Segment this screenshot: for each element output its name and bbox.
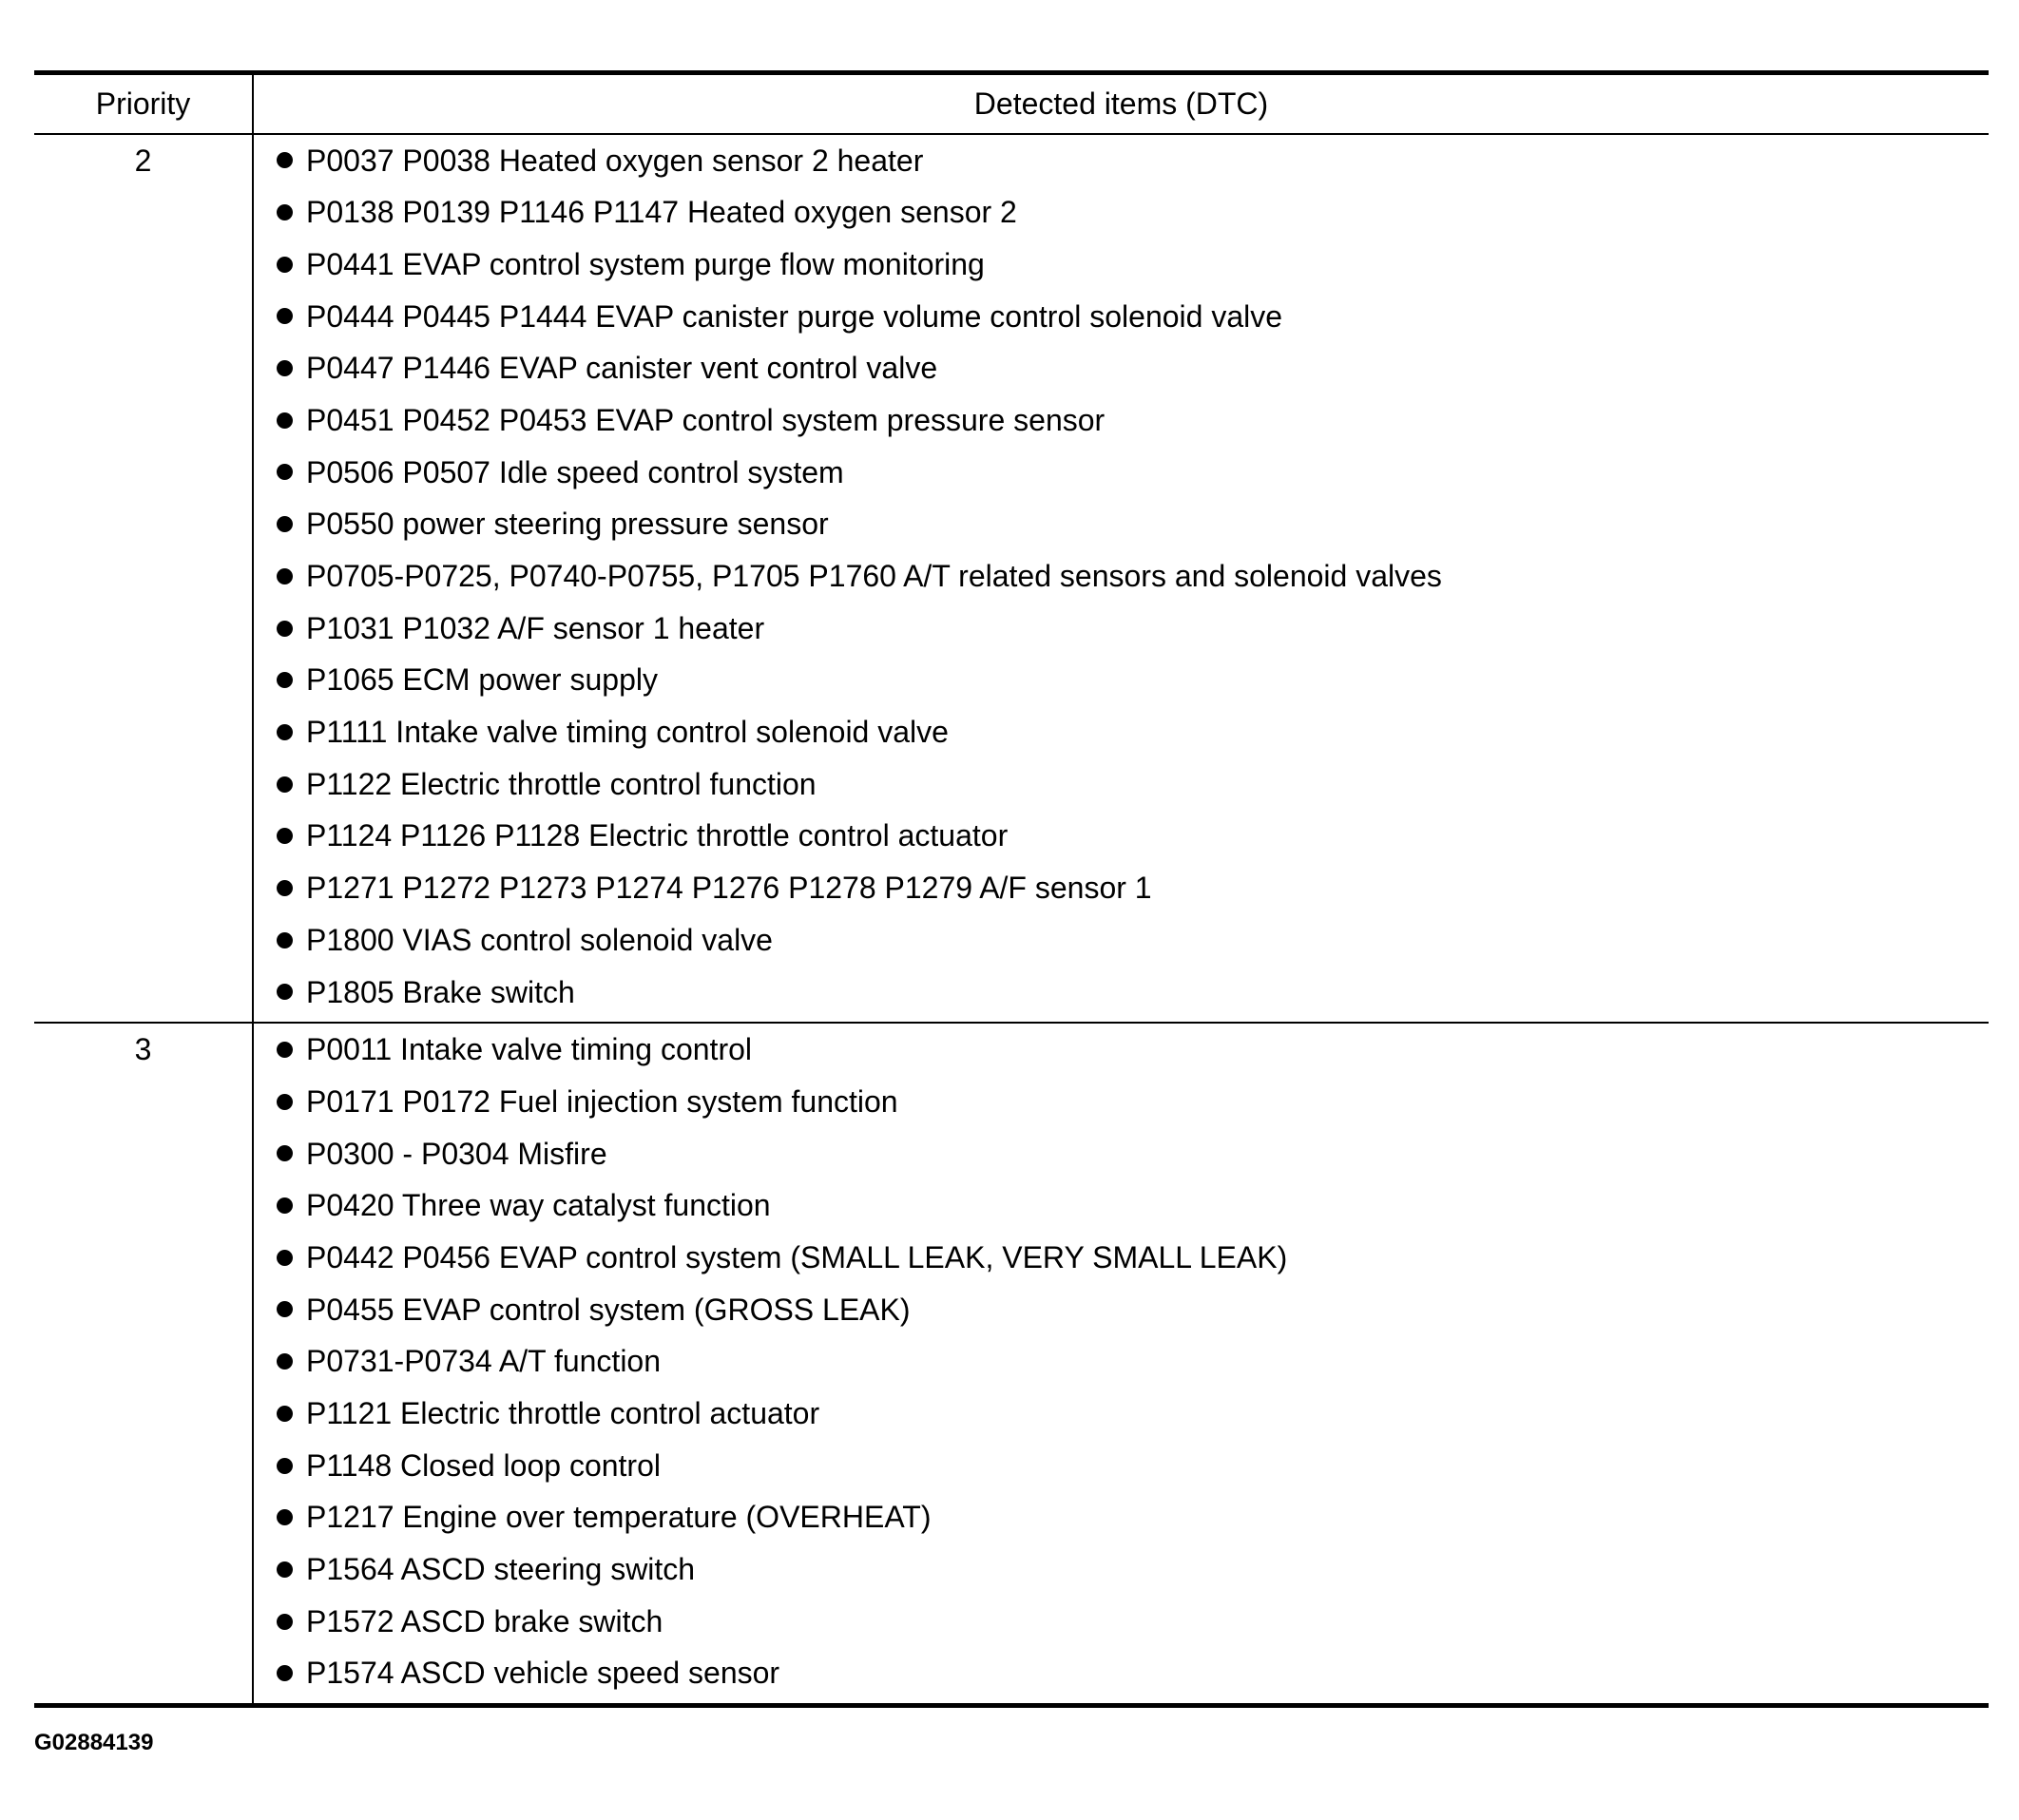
- list-item: [254, 394, 1989, 447]
- list-item: [254, 758, 1989, 811]
- detected-items-cell: [253, 1023, 1989, 1705]
- dtc-item-text: P1031 P1032 A/F sensor 1 heater: [306, 610, 765, 645]
- bullet-icon: [277, 204, 293, 220]
- dtc-item-text: P1121 Electric throttle control actuator: [306, 1396, 820, 1430]
- list-item: [254, 1596, 1989, 1648]
- list-item: [254, 862, 1989, 914]
- dtc-item-text: P1800 VIAS control solenoid valve: [306, 922, 773, 957]
- dtc-item-text: P1148 Closed loop control: [306, 1447, 661, 1483]
- figure-id: G02884139: [34, 1730, 154, 1755]
- bullet-icon: [277, 412, 293, 429]
- dtc-item-text: P0447 P1446 EVAP canister vent control valve: [306, 351, 938, 386]
- dtc-item-text: P0300 - P0304 Misfire: [306, 1136, 607, 1171]
- list-item: [254, 498, 1989, 550]
- dtc-item-text: P0171 P0172 Fuel injection system function: [306, 1083, 898, 1119]
- dtc-item-text: P1122 Electric throttle control function: [306, 766, 817, 801]
- dtc-item-text: P0011 Intake valve timing control: [306, 1032, 752, 1067]
- priority-value: 2: [34, 134, 253, 1024]
- bullet-icon: [277, 257, 293, 273]
- bullet-icon: [277, 464, 293, 480]
- priority-group-row: [34, 134, 1989, 1024]
- list-item: [254, 1491, 1989, 1543]
- dtc-item-text: P0444 P0445 P1444 EVAP canister purge volume control solenoid valve: [306, 298, 1283, 334]
- dtc-list: [254, 135, 1989, 1023]
- dtc-item-text: P0451 P0452 P0453 EVAP control system pressure sensor: [306, 402, 1106, 437]
- bullet-icon: [277, 828, 293, 844]
- dtc-item-text: P0731-P0734 A/T function: [306, 1344, 662, 1379]
- table-body: [34, 134, 1989, 1706]
- dtc-item-text: P0506 P0507 Idle speed control system: [306, 454, 844, 489]
- table-header-row: [34, 73, 1989, 134]
- dtc-item-text: P1124 P1126 P1128 Electric throttle control actuator: [306, 818, 1009, 853]
- bullet-icon: [277, 1353, 293, 1370]
- list-item: [254, 706, 1989, 758]
- dtc-item-text: P0420 Three way catalyst function: [306, 1188, 771, 1223]
- bullet-icon: [277, 1250, 293, 1266]
- bullet-icon: [277, 1561, 293, 1578]
- list-item: [254, 1128, 1989, 1180]
- bullet-icon: [277, 1458, 293, 1474]
- bullet-icon: [277, 776, 293, 793]
- bullet-icon: [277, 516, 293, 532]
- dtc-item-text: P0705-P0725, P0740-P0755, P1705 P1760 A/T related sensors and solenoid valves: [306, 559, 1442, 593]
- list-item: [254, 914, 1989, 967]
- priority-group-row: [34, 1023, 1989, 1705]
- list-item: [254, 1232, 1989, 1284]
- priority-column-header: Priority: [34, 73, 253, 134]
- bullet-icon: [277, 932, 293, 948]
- detected-items-cell: [253, 134, 1989, 1024]
- dtc-item-text: P1065 ECM power supply: [306, 662, 658, 698]
- list-item: [254, 447, 1989, 499]
- list-item: [254, 1335, 1989, 1388]
- bullet-icon: [277, 568, 293, 584]
- dtc-item-text: P1574 ASCD vehicle speed sensor: [306, 1656, 780, 1691]
- dtc-item-text: P1572 ASCD brake switch: [306, 1603, 663, 1638]
- list-item: [254, 654, 1989, 706]
- bullet-icon: [277, 1301, 293, 1317]
- list-item: [254, 291, 1989, 343]
- list-item: [254, 1024, 1989, 1076]
- bullet-icon: [277, 152, 293, 168]
- dtc-item-text: P0455 EVAP control system (GROSS LEAK): [306, 1292, 911, 1327]
- bullet-icon: [277, 1406, 293, 1422]
- dtc-item-text: P0138 P0139 P1146 P1147 Heated oxygen sensor 2: [306, 195, 1017, 230]
- bullet-icon: [277, 621, 293, 637]
- list-item: [254, 1076, 1989, 1128]
- dtc-item-text: P0550 power steering pressure sensor: [306, 507, 829, 542]
- bullet-icon: [277, 1509, 293, 1525]
- bullet-icon: [277, 360, 293, 376]
- priority-value: 3: [34, 1023, 253, 1705]
- list-item: [254, 342, 1989, 394]
- dtc-item-text: P1271 P1272 P1273 P1274 P1276 P1278 P1279 A/F sensor 1: [306, 871, 1152, 906]
- dtc-list: [254, 1024, 1989, 1703]
- list-item: [254, 239, 1989, 291]
- bullet-icon: [277, 1665, 293, 1681]
- dtc-priority-table: [34, 70, 1989, 1708]
- bullet-icon: [277, 984, 293, 1000]
- dtc-item-text: P0442 P0456 EVAP control system (SMALL LEAK, VERY SMALL LEAK): [306, 1239, 1288, 1274]
- list-item: [254, 1179, 1989, 1232]
- bullet-icon: [277, 672, 293, 688]
- list-item: [254, 186, 1989, 239]
- dtc-item-text: P1111 Intake valve timing control solenoid valve: [306, 715, 949, 750]
- list-item: [254, 135, 1989, 187]
- dtc-item-text: P1217 Engine over temperature (OVERHEAT): [306, 1500, 932, 1535]
- bullet-icon: [277, 724, 293, 740]
- list-item: [254, 967, 1989, 1019]
- list-item: [254, 550, 1989, 603]
- bullet-icon: [277, 1042, 293, 1058]
- list-item: [254, 1284, 1989, 1336]
- bullet-icon: [277, 1094, 293, 1110]
- list-item: [254, 1647, 1989, 1699]
- list-item: [254, 603, 1989, 655]
- detected-items-column-header: Detected items (DTC): [253, 73, 1989, 134]
- list-item: [254, 1543, 1989, 1596]
- bullet-icon: [277, 880, 293, 896]
- bullet-icon: [277, 1145, 293, 1161]
- dtc-item-text: P0441 EVAP control system purge flow monitoring: [306, 246, 985, 281]
- bullet-icon: [277, 1614, 293, 1630]
- dtc-item-text: P1564 ASCD steering switch: [306, 1552, 696, 1587]
- list-item: [254, 1440, 1989, 1492]
- list-item: [254, 810, 1989, 862]
- bullet-icon: [277, 1197, 293, 1214]
- dtc-item-text: P1805 Brake switch: [306, 974, 575, 1009]
- dtc-item-text: P0037 P0038 Heated oxygen sensor 2 heater: [306, 143, 924, 178]
- bullet-icon: [277, 308, 293, 324]
- list-item: [254, 1388, 1989, 1440]
